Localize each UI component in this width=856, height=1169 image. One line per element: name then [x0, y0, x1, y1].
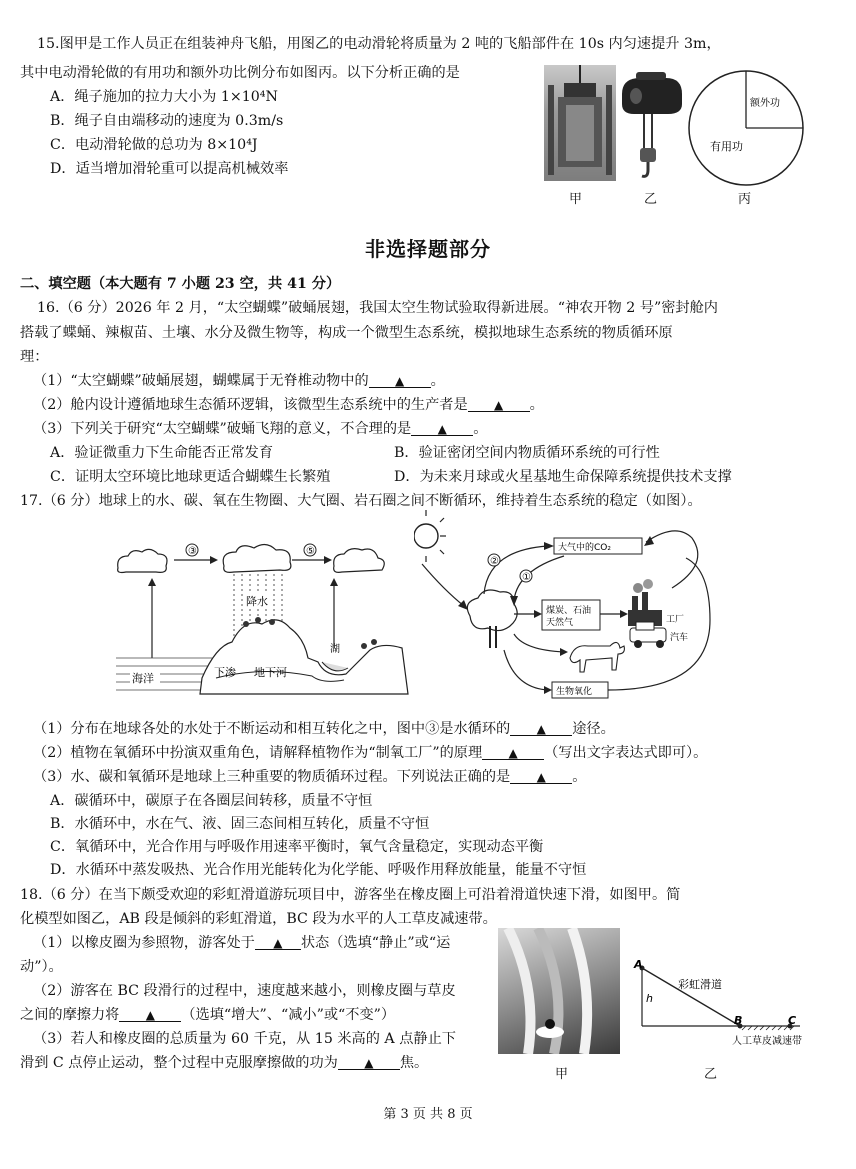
label-bio-oxidation: 生物氧化	[556, 687, 593, 697]
pie-label-useful-work: 有用功	[710, 140, 743, 153]
q18-part2-line2: 之间的摩擦力将 ▲ （选填“增大”、“减小”或“不变”）	[20, 1007, 396, 1023]
q18-part2-line1: （2）游客在 BC 段滑行的过程中，速度越来越小，则橡皮圈与草皮	[33, 983, 456, 999]
water-cycle-diagram	[112, 528, 412, 696]
label-ocean: 海洋	[132, 672, 154, 685]
q16-part3: （3）下列关于研究“太空蝴蝶”破蛹飞翔的意义，不合理的是 ▲ 。	[33, 421, 488, 437]
label-rain: 降水	[246, 595, 268, 608]
slide-model-diagram	[630, 954, 820, 1054]
q16-stem-line2: 搭载了蝶蛹、辣椒苗、土壤、水分及微生物等，构成一个微型生态系统，模拟地球生态系统的物质循环原	[20, 325, 673, 341]
q17-blank-3[interactable]: ▲	[510, 771, 572, 784]
rainbow-slide-photo	[498, 928, 620, 1054]
spacecraft-photo	[544, 65, 616, 181]
q15-fig-label-b: 乙	[644, 192, 658, 207]
q17-blank-2[interactable]: ▲	[482, 747, 544, 760]
label-3: ③	[188, 546, 197, 557]
label-1: ①	[522, 572, 531, 583]
height-label: h	[646, 992, 653, 1005]
q17-part2: （2）植物在氧循环中扮演双重角色，请解释植物作为“制氧工厂”的原理 ▲ （写出文字表达式即可）。	[33, 745, 708, 761]
q16-stem-line1: 16.（6 分）2026 年 2 月，“太空蝴蝶”破蛹展翅，我国太空生物试验取得新进展。“神农开物 2 号”密封舱内	[37, 300, 718, 316]
q16-stem-line3: 理：	[20, 349, 49, 365]
q15-fig-label-c: 丙	[738, 192, 752, 207]
label-natural-gas: 天然气	[546, 618, 574, 628]
label-2: ②	[490, 556, 499, 567]
q18-blank-2[interactable]: ▲	[119, 1009, 181, 1022]
work-ratio-pie-chart	[686, 68, 806, 188]
label-coal-oil: 煤炭、石油	[546, 606, 592, 616]
q18-blank-1[interactable]: ▲	[255, 937, 301, 950]
pie-label-extra-work: 额外功	[750, 98, 780, 109]
q15-option-a: A．绳子施加的拉力大小为 1×10⁴N	[50, 89, 278, 105]
q16-blank-2[interactable]: ▲	[468, 399, 530, 412]
point-b-label: B	[734, 1014, 743, 1027]
q17-option-b: B．水循环中，水在气、液、固三态间相互转化，质量不守恒	[50, 816, 430, 832]
grass-strip-label: 人工草皮减速带	[732, 1036, 802, 1047]
electric-pulley-diagram	[616, 70, 686, 182]
q16-option-a: A．验证微重力下生命能否正常发育	[50, 445, 274, 461]
q16-blank-3[interactable]: ▲	[411, 423, 473, 436]
q18-blank-3[interactable]: ▲	[338, 1057, 400, 1070]
rainbow-slide-label: 彩虹滑道	[678, 978, 722, 991]
q17-stem: 17.（6 分）地球上的水、碳、氧在生物圈、大气圈、岩石圈之间不断循环，维持着生态系统的稳定（如图）。	[20, 493, 702, 509]
q17-part1: （1）分布在地球各处的水处于不断运动和相互转化之中，图中③是水循环的 ▲ 途径。	[33, 721, 615, 737]
q18-part3-line1: （3）若人和橡皮圈的总质量为 60 千克，从 15 米高的 A 点静止下	[33, 1031, 456, 1047]
q16-option-c: C．证明太空环境比地球更适合蝴蝶生长繁殖	[50, 469, 331, 485]
q15-option-c: C．电动滑轮做的总功为 8×10⁴J	[50, 137, 258, 153]
q16-blank-1[interactable]: ▲	[369, 375, 431, 388]
q15-stem-line2: 其中电动滑轮做的有用功和额外功比例分布如图丙。以下分析正确的是	[20, 65, 460, 81]
q17-blank-1[interactable]: ▲	[510, 723, 572, 736]
label-lake: 湖	[330, 644, 340, 655]
label-seep: 下渗	[214, 666, 236, 679]
q18-part3-line2: 滑到 C 点停止运动，整个过程中克服摩擦做的功为 ▲ 焦。	[20, 1055, 429, 1071]
point-a-label: A	[634, 958, 643, 971]
page-footer: 第 3 页 共 8 页	[383, 1107, 473, 1122]
q17-option-a: A．碳循环中，碳原子在各圈层间转移，质量不守恒	[50, 793, 373, 809]
q16-option-b: B．验证密闭空间内物质循环系统的可行性	[394, 445, 660, 461]
q15-stem-line1: 15.图甲是工作人员正在组装神舟飞船，用图乙的电动滑轮将质量为 2 吨的飞船部件在 10s 内匀速提升 3m，	[37, 36, 721, 52]
q17-option-d: D．水循环中蒸发吸热、光合作用光能转化为化学能、呼吸作用释放能量，能量不守恒	[50, 862, 587, 878]
q15-option-b: B．绳子自由端移动的速度为 0.3m/s	[50, 113, 284, 129]
point-c-label: C	[788, 1014, 797, 1027]
q15-option-d: D．适当增加滑轮重可以提高机械效率	[50, 161, 289, 177]
q16-part2: （2）舱内设计遵循地球生态循环逻辑，该微型生态系统中的生产者是 ▲ 。	[33, 397, 544, 413]
carbon-oxygen-cycle-diagram	[414, 510, 730, 700]
q18-part1-line2: 动”）。	[20, 959, 63, 975]
q18-stem-line1: 18.（6 分）在当下颇受欢迎的彩虹滑道游玩项目中，游客坐在橡皮圈上可沿着滑道快速下滑，如图甲。简	[20, 887, 681, 903]
q15-fig-label-a: 甲	[569, 192, 583, 207]
section-title: 非选择题部分	[365, 237, 491, 261]
part2-heading: 二、填空题（本大题有 7 小题 23 空，共 41 分）	[20, 276, 341, 292]
label-factory: 工厂	[666, 615, 685, 625]
label-5: ⑤	[306, 546, 315, 557]
q17-option-c: C．氧循环中，光合作用与呼吸作用速率平衡时，氧气含量稳定，实现动态平衡	[50, 839, 544, 855]
q18-fig-label-b: 乙	[704, 1067, 718, 1082]
q18-fig-label-a: 甲	[555, 1067, 569, 1082]
label-car: 汽车	[670, 633, 689, 643]
label-underground-river: 地下河	[254, 666, 287, 679]
label-atmospheric-co2: 大气中的CO₂	[558, 543, 611, 553]
q16-part1: （1）“太空蝴蝶”破蛹展翅，蝴蝶属于无脊椎动物中的 ▲ 。	[33, 373, 445, 389]
q16-option-d: D．为未来月球或火星基地生命保障系统提供技术支撑	[394, 469, 732, 485]
q18-part1-line1: （1）以橡皮圈为参照物，游客处于 ▲ 状态（选填“静止”或“运	[33, 935, 451, 951]
q17-part3: （3）水、碳和氧循环是地球上三种重要的物质循环过程。下列说法正确的是 ▲ 。	[33, 769, 587, 785]
q18-stem-line2: 化模型如图乙，AB 段是倾斜的彩虹滑道，BC 段为水平的人工草皮减速带。	[20, 911, 497, 927]
